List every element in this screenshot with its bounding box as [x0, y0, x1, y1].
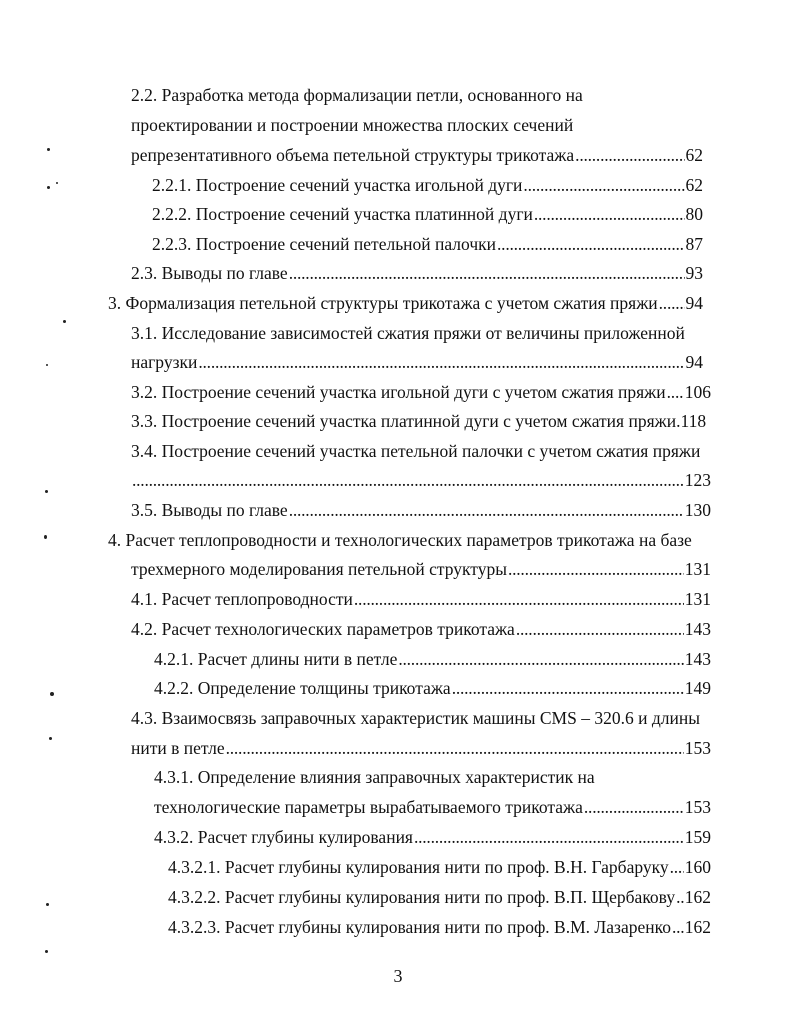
toc-entry-text: 4.1. Расчет теплопроводности [131, 589, 353, 609]
scan-speck [56, 182, 58, 184]
toc-entry-text: репрезентативного объема петельной структуры трикотажа [131, 145, 575, 165]
toc-line [131, 707, 700, 729]
toc-leader-dots [414, 826, 684, 848]
toc-entry-text: трехмерного моделирования петельной структуры [131, 559, 507, 579]
toc-line [152, 233, 703, 255]
toc-page-number: 131 [684, 559, 711, 579]
toc-leader-dots [523, 174, 684, 196]
toc-entry-text: технологические параметры вырабатываемого трикотажа [154, 797, 583, 817]
toc-entry-text: 2.2.2. Построение сечений участка платинной дуги [152, 204, 533, 224]
toc-page-number: 153 [684, 738, 711, 758]
toc-leader-dots [670, 856, 684, 878]
toc-leader-dots [575, 144, 684, 166]
toc-line [154, 766, 595, 788]
toc-leader-dots [667, 381, 684, 403]
toc-entry-text: 4.2.2. Определение толщины трикотажа [154, 678, 451, 698]
toc-line [154, 796, 711, 818]
toc-page-number: 143 [684, 619, 711, 639]
toc-leader-dots [198, 351, 684, 373]
toc-page-number: 153 [684, 797, 711, 817]
scan-speck [45, 950, 48, 953]
toc-entry-text: 4.3.2. Расчет глубины кулирования [154, 827, 413, 847]
toc-leader-dots [659, 292, 685, 314]
toc-line [131, 588, 711, 610]
toc-entry-text: 4.2. Расчет технологических параметров трикотажа [131, 619, 515, 639]
scan-speck [45, 490, 48, 493]
toc-entry-text: 4.3.2.3. Расчет глубины кулирования нити по проф. В.М. Лазаренко [168, 917, 671, 937]
toc-leader-dots [354, 588, 684, 610]
toc-entry-text: 3.2. Построение сечений участка игольной дуги с учетом сжатия пряжи [131, 382, 666, 402]
toc-leader-dots [497, 233, 684, 255]
toc-entry-text: 4.3.2.1. Расчет глубины кулирования нити по проф. В.Н. Гарбаруку [168, 857, 669, 877]
toc-leader-dots [516, 618, 684, 640]
toc-entry-text: 3. Формализация петельной структуры трикотажа с учетом сжатия пряжи [108, 293, 658, 313]
toc-line [131, 144, 703, 166]
toc-line [131, 114, 573, 136]
toc-entry-text: 3.5. Выводы по главе [131, 500, 288, 520]
toc-line [152, 174, 703, 196]
toc-page-number: 143 [684, 649, 711, 669]
toc-page-number: 62 [685, 145, 703, 165]
toc-page-number: 149 [684, 678, 711, 698]
toc-page-number: 93 [685, 263, 703, 283]
toc-line [131, 381, 711, 403]
toc-page-number: 162 [684, 887, 711, 907]
toc-entry-text: 4. Расчет теплопроводности и технологических параметров трикотажа на базе [108, 530, 692, 550]
toc-page-number: 62 [685, 175, 703, 195]
toc-line [168, 916, 711, 938]
toc-entry-text: 2.2.1. Построение сечений участка игольной дуги [152, 175, 523, 195]
toc-entry-text: 4.3.2.2. Расчет глубины кулирования нити по проф. В.П. Щербакову [168, 887, 676, 907]
scan-speck [50, 692, 54, 696]
toc-entry-text: 2.3. Выводы по главе [131, 263, 288, 283]
toc-line [154, 677, 711, 699]
toc-line [131, 440, 700, 462]
toc-leader-dots [508, 558, 684, 580]
toc-entry-text: проектировании и построении множества плоских сечений [131, 115, 574, 135]
toc-page-number: 123 [684, 470, 711, 490]
toc-entry-text: 2.2. Разработка метода формализации петли, основанного на [131, 85, 583, 105]
toc-line [154, 648, 711, 670]
toc-page-number: 118 [680, 411, 707, 431]
toc-entry-text: 2.2.3. Построение сечений петельной палочки [152, 234, 497, 254]
toc-line [108, 529, 692, 551]
toc-line [131, 737, 711, 759]
page-number: 3 [393, 966, 403, 986]
toc-page-number: 131 [684, 589, 711, 609]
toc-line [152, 203, 703, 225]
scan-speck [47, 148, 50, 151]
toc-line [168, 886, 711, 908]
toc-page-number: 94 [685, 293, 703, 313]
toc-page-number: 80 [685, 204, 703, 224]
toc-leader-dots [672, 916, 684, 938]
toc-page-number: 160 [684, 857, 711, 877]
toc-page-number: 87 [685, 234, 703, 254]
toc-line [108, 292, 703, 314]
toc-line [131, 262, 703, 284]
toc-entry-text: 4.2.1. Расчет длины нити в петле [154, 649, 398, 669]
scan-speck [46, 903, 49, 906]
toc-line [154, 826, 711, 848]
toc-leader-dots [289, 499, 684, 521]
toc-line [131, 322, 685, 344]
toc-line [131, 410, 711, 432]
toc-line [131, 558, 711, 580]
toc-entry-text: 4.3. Взаимосвязь заправочных характеристик машины CMS – 320.6 и длины [131, 708, 700, 728]
scan-speck [44, 535, 47, 539]
toc-leader-dots [132, 469, 684, 491]
toc-leader-dots [452, 677, 684, 699]
toc-page-number: 162 [684, 917, 711, 937]
toc-page-number: 106 [684, 382, 711, 402]
toc-leader-dots [676, 886, 684, 908]
toc-line [131, 84, 583, 106]
toc-line [131, 499, 711, 521]
toc-line [131, 618, 711, 640]
toc-entry-text: 4.3.1. Определение влияния заправочных характеристик на [154, 767, 595, 787]
toc-leader-dots [584, 796, 684, 818]
toc-line [131, 469, 711, 491]
scan-speck [47, 186, 50, 189]
toc-leader-dots [289, 262, 685, 284]
toc-entry-text: 3.3. Построение сечений участка платинной дуги с учетом сжатия пряжи. [131, 411, 681, 431]
toc-line [168, 856, 711, 878]
toc-entry-text: нити в петле [131, 738, 225, 758]
toc-page-number: 159 [684, 827, 711, 847]
toc-leader-dots [534, 203, 685, 225]
toc-page-number: 130 [684, 500, 711, 520]
scan-speck [63, 320, 66, 323]
toc-entry-text: нагрузки [131, 352, 198, 372]
toc-leader-dots [398, 648, 683, 670]
toc-page-number: 94 [685, 352, 703, 372]
toc-leader-dots [226, 737, 684, 759]
toc-entry-text: 3.4. Построение сечений участка петельной палочки с учетом сжатия пряжи [131, 441, 701, 461]
scan-speck [49, 737, 52, 740]
toc-line [131, 351, 703, 373]
scan-speck [46, 364, 48, 366]
toc-entry-text: 3.1. Исследование зависимостей сжатия пряжи от величины приложенной [131, 323, 685, 343]
